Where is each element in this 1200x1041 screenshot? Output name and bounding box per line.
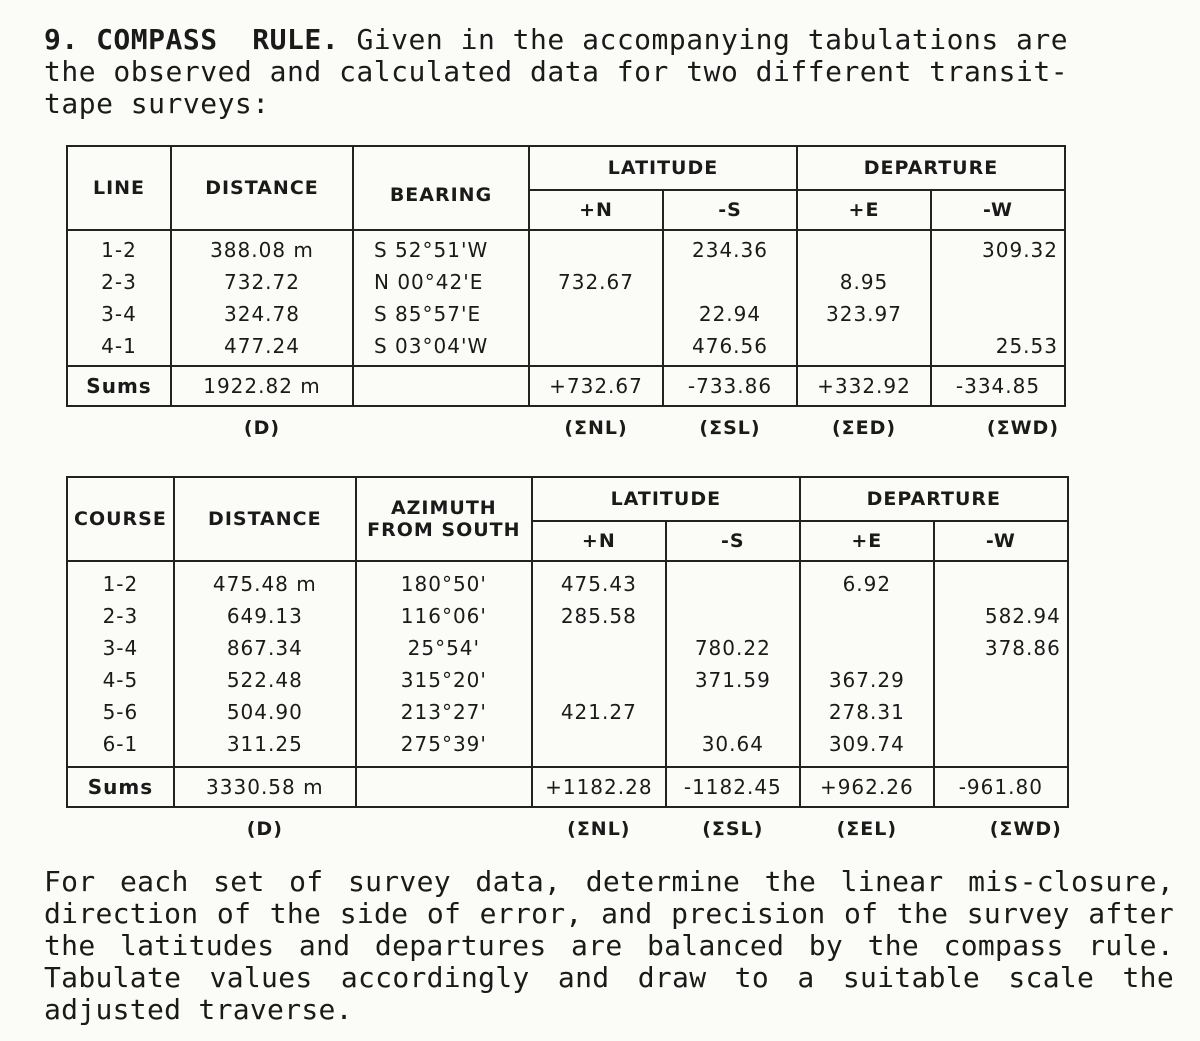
sums-label: Sums [67, 366, 171, 406]
table-cell: 6.92 [842, 572, 892, 596]
sums-distance: 3330.58 m [174, 767, 356, 807]
table-cell: 780.22 [694, 636, 771, 660]
sums-empty [356, 767, 532, 807]
table-cell: 323.97 [826, 302, 902, 326]
departure-w-column [934, 561, 1068, 767]
table-cell: 2-3 [101, 270, 137, 294]
table-cell: 311.25 [226, 732, 303, 756]
latitude-s-column [663, 230, 797, 366]
sum-labels-row [67, 807, 1068, 850]
table-cell [539, 632, 659, 664]
header-latitude: LATITUDE [529, 146, 797, 190]
header-minus-s: -S [666, 521, 800, 561]
table-cell [938, 266, 1058, 298]
table-cell: 582.94 [984, 604, 1061, 628]
table-cell: 867.34 [226, 636, 303, 660]
table-cell [673, 568, 793, 600]
sums-label: Sums [67, 767, 174, 807]
header-line: LINE [67, 146, 171, 230]
label-ssl: (ΣSL) [702, 818, 764, 840]
label-ssl: (ΣSL) [699, 417, 761, 439]
table-cell: 309.32 [982, 238, 1058, 262]
table-cell: 2-3 [102, 604, 139, 628]
table-cell: 285.58 [560, 604, 637, 628]
table-cell: 475.43 [560, 572, 637, 596]
table-cell [804, 330, 924, 362]
header-latitude: LATITUDE [532, 477, 800, 521]
header-plus-n: +N [529, 190, 663, 230]
label-sel: (ΣEL) [836, 818, 898, 840]
header-departure: DEPARTURE [800, 477, 1068, 521]
sums-w: -961.80 [934, 767, 1068, 807]
sums-n: +732.67 [529, 366, 663, 406]
header-distance: DISTANCE [174, 477, 356, 561]
header-minus-s: -S [663, 190, 797, 230]
table-cell: 477.24 [224, 334, 300, 358]
table-cell [536, 298, 656, 330]
label-swd: (ΣWD) [989, 818, 1062, 840]
azimuth-column [356, 561, 532, 767]
latitude-s-column [666, 561, 800, 767]
departure-e-column [797, 230, 931, 366]
sums-row [67, 366, 1065, 406]
survey-table-1 [66, 145, 1066, 449]
table-cell: 475.48 m [212, 572, 317, 596]
header-bearing: BEARING [353, 146, 529, 230]
table-cell: 504.90 [226, 700, 303, 724]
table-cell [670, 266, 790, 298]
table-cell: 3-4 [101, 302, 137, 326]
problem-number: 9. [44, 23, 79, 56]
table-cell: 234.36 [692, 238, 768, 262]
problem-intro-line-2: the observed and calculated data for two different transit- [44, 55, 1069, 88]
table-cell [539, 664, 659, 696]
table-cell: 275°39' [400, 732, 487, 756]
table-cell: 4-1 [101, 334, 137, 358]
table-cell [941, 728, 1061, 760]
table-cell [938, 298, 1058, 330]
sums-row [67, 767, 1068, 807]
problem-heading-line [44, 24, 1169, 56]
table-cell [941, 696, 1061, 728]
table-cell: 8.95 [839, 270, 889, 294]
table-cell: 5-6 [102, 700, 139, 724]
table-cell: 324.78 [224, 302, 300, 326]
table-cell [536, 330, 656, 362]
table-cell [804, 234, 924, 266]
table-cell [941, 664, 1061, 696]
problem-statement [44, 24, 1169, 120]
table-cell: 421.27 [560, 700, 637, 724]
table-cell: 278.31 [828, 700, 905, 724]
label-snl: (ΣNL) [567, 818, 631, 840]
bearing-column [353, 230, 529, 366]
label-d: (D) [243, 417, 281, 439]
label-sed: (ΣED) [831, 417, 897, 439]
departure-w-column [931, 230, 1065, 366]
problem-intro-line-3: tape surveys: [44, 87, 270, 120]
header-distance: DISTANCE [171, 146, 353, 230]
header-departure: DEPARTURE [797, 146, 1065, 190]
header-minus-w: -W [931, 190, 1065, 230]
table-cell: 732.67 [558, 270, 634, 294]
table-cell: 116°06' [400, 604, 487, 628]
table-cell: 371.59 [694, 668, 771, 692]
table-cell: S 52°51'W [374, 238, 489, 262]
table-cell: 649.13 [226, 604, 303, 628]
header-minus-w: -W [934, 521, 1068, 561]
table-cell: 6-1 [102, 732, 139, 756]
course-column [67, 561, 174, 767]
header-azimuth [356, 477, 532, 561]
table-cell: 30.64 [701, 732, 764, 756]
table-cell: N 00°42'E [374, 270, 484, 294]
table-cell: 3-4 [102, 636, 139, 660]
header-plus-e: +E [800, 521, 934, 561]
table-cell: 522.48 [226, 668, 303, 692]
table-cell: 732.72 [224, 270, 300, 294]
table-cell: 1-2 [101, 238, 137, 262]
sums-w: -334.85 [931, 366, 1065, 406]
table-cell [673, 600, 793, 632]
problem-title: COMPASS RULE. [96, 23, 340, 56]
table-cell [807, 600, 927, 632]
table-cell: 22.94 [698, 302, 762, 326]
label-snl: (ΣNL) [564, 417, 628, 439]
header-plus-e: +E [797, 190, 931, 230]
table-cell: 476.56 [692, 334, 768, 358]
table-cell: 25°54' [407, 636, 481, 660]
sums-e: +962.26 [800, 767, 934, 807]
table-cell: 25.53 [995, 334, 1058, 358]
header-course: COURSE [67, 477, 174, 561]
table-cell [673, 696, 793, 728]
table-cell: S 03°04'W [374, 334, 489, 358]
label-d: (D) [246, 818, 283, 840]
table-cell: 309.74 [828, 732, 905, 756]
distance-column [171, 230, 353, 366]
sum-labels-row [67, 406, 1065, 449]
distance-column [174, 561, 356, 767]
sums-distance: 1922.82 m [171, 366, 353, 406]
table-cell [941, 568, 1061, 600]
table-cell: 213°27' [400, 700, 487, 724]
sums-s: -733.86 [663, 366, 797, 406]
latitude-n-column [532, 561, 666, 767]
table-cell: 388.08 m [210, 238, 314, 262]
table-cell [536, 234, 656, 266]
sums-s: -1182.45 [666, 767, 800, 807]
line-column [67, 230, 171, 366]
table-cell: 180°50' [400, 572, 487, 596]
sums-empty [353, 366, 529, 406]
sums-e: +332.92 [797, 366, 931, 406]
survey-table-2 [66, 476, 1069, 850]
latitude-n-column [529, 230, 663, 366]
table-cell [807, 632, 927, 664]
table-cell: 367.29 [828, 668, 905, 692]
header-plus-n: +N [532, 521, 666, 561]
sums-n: +1182.28 [532, 767, 666, 807]
table-cell: 315°20' [400, 668, 487, 692]
table-cell: 4-5 [102, 668, 139, 692]
table-cell: S 85°57'E [374, 302, 482, 326]
departure-e-column [800, 561, 934, 767]
table-cell: 1-2 [102, 572, 139, 596]
table-cell [539, 728, 659, 760]
problem-intro-text: Given in the accompanying tabulations are [356, 23, 1069, 56]
header-azimuth-line-1: AZIMUTH [390, 497, 497, 519]
table-cell: 378.86 [984, 636, 1061, 660]
header-azimuth-line-2: FROM SOUTH [367, 519, 521, 541]
label-swd: (ΣWD) [986, 417, 1059, 439]
problem-instructions: For each set of survey data, determine the linear mis-closure, direction of the side of error, and precision of the survey after the latitudes and departures are balanced by the compass rule. Tabulate values accordingly and draw to a suitable scale the adjusted traverse. [44, 865, 1174, 1026]
